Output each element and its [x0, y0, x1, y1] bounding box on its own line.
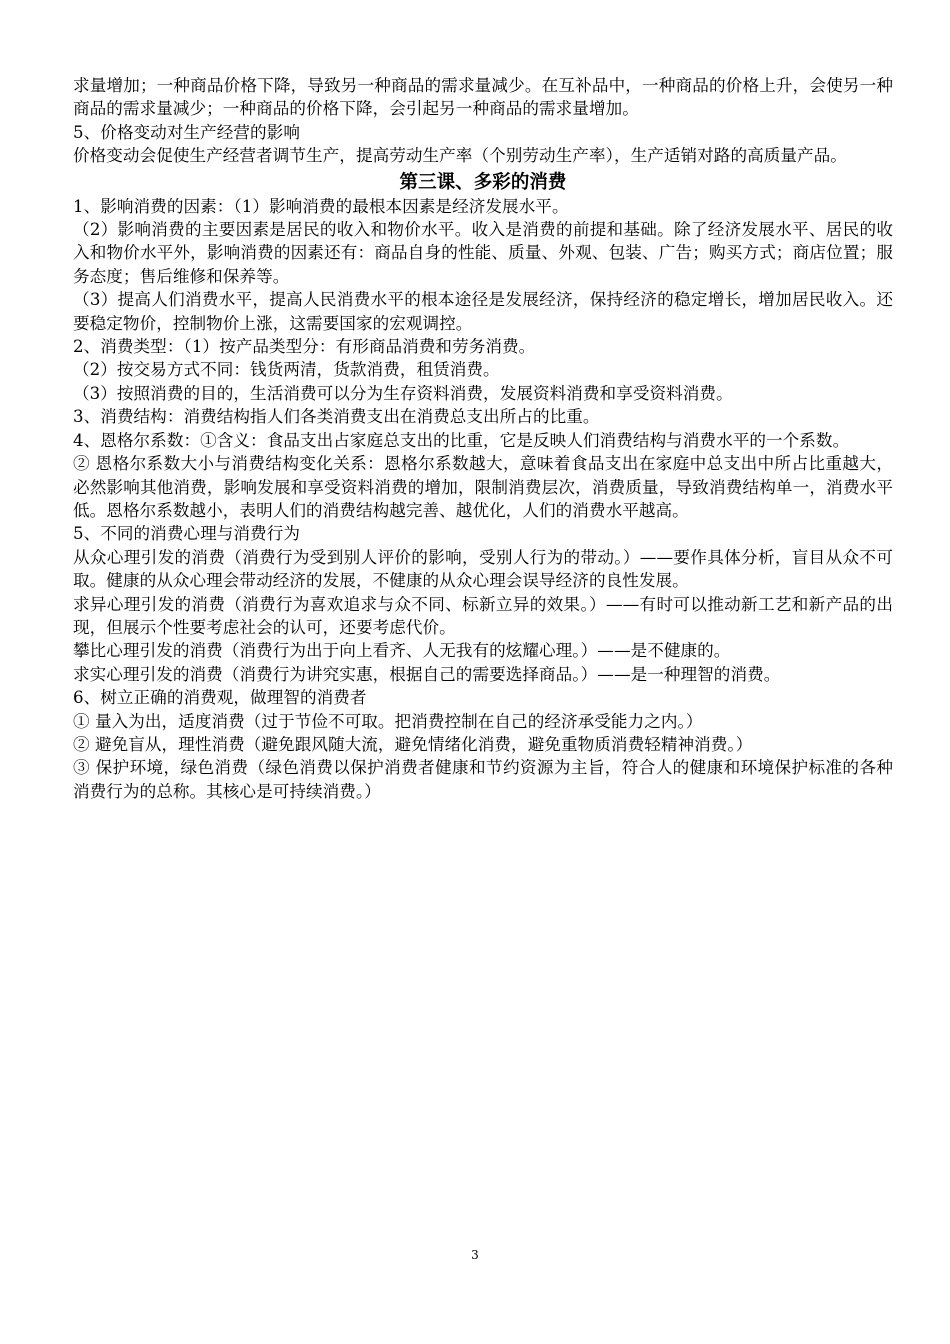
paragraph-purpose-types: （3）按照消费的目的，生活消费可以分为生存资料消费，发展资料消费和享受资料消费。	[73, 383, 733, 403]
paragraph-price-impact-production: 价格变动会促使生产经营者调节生产，提高劳动生产率（个别劳动生产率），生产适销对路的高质量产品。	[73, 146, 847, 166]
paragraph-engel-definition: 4、恩格尔系数：①含义：食品支出占家庭总支出的比重，它是反映人们消费结构与消费水平的一个系数。	[73, 430, 850, 450]
paragraph-substitutes-complements: 求量增加；一种商品价格下降，导致另一种商品的需求量减少。在互补品中，一种商品的价格上升，会使另一种商品的需求量减少；一种商品的价格下降，会引起另一种商品的需求量增加。	[73, 76, 893, 119]
paragraph-differentiation: 求异心理引发的消费（消费行为喜欢追求与众不同、标新立异的效果。）——有时可以推动新工艺和新产品的出现，但展示个性要考虑社会的认可，还要考虑代价。	[73, 594, 893, 637]
section-correct-consumption: 6、树立正确的消费观，做理智的消费者	[73, 688, 367, 708]
document-body	[73, 74, 893, 803]
section-price-impact-production: 5、价格变动对生产经营的影响	[73, 122, 300, 142]
page-number: 3	[471, 1248, 479, 1262]
section-consumer-psychology: 5、不同的消费心理与消费行为	[73, 524, 300, 544]
paragraph-green-consumption: ③ 保护环境，绿色消费（绿色消费以保护消费者健康和节约资源为主旨，符合人的健康和环境保护标准的各种消费行为的总称。其核心是可持续消费。）	[73, 758, 893, 801]
paragraph-raise-consumption: （3）提高人们消费水平，提高人民消费水平的根本途径是发展经济，保持经济的稳定增长，增加居民收入。还要稳定物价，控制物价上涨，这需要国家的宏观调控。	[73, 290, 893, 333]
paragraph-conformity: 从众心理引发的消费（消费行为受到别人评价的影响，受别人行为的带动。）——要作具体分析，盲目从众不可取。健康的从众心理会带动经济的发展，不健康的从众心理会误导经济的良性发展。	[73, 547, 893, 591]
paragraph-practical: 求实心理引发的消费（消费行为讲究实惠，根据自己的需要选择商品。）——是一种理智的消费。	[73, 664, 781, 684]
paragraph-rational-consumption: ② 避免盲从，理性消费（避免跟风随大流，避免情绪化消费，避免重物质消费轻精神消费。）	[73, 734, 753, 754]
paragraph-consumption-structure: 3、消费结构：消费结构指人们各类消费支出在消费总支出所占的比重。	[73, 407, 600, 427]
lesson-heading: 第三课、多彩的消费	[399, 171, 567, 193]
paragraph-consumption-types: 2、消费类型：（1）按产品类型分：有形商品消费和劳务消费。	[73, 337, 536, 357]
paragraph-comparison: 攀比心理引发的消费（消费行为出于向上看齐、人无我有的炫耀心理。）——是不健康的。	[73, 641, 731, 661]
paragraph-transaction-types: （2）按交易方式不同：钱货两清，货款消费，租赁消费。	[73, 360, 500, 380]
paragraph-main-factors: （2）影响消费的主要因素是居民的收入和物价水平。收入是消费的前提和基础。除了经济发展水平、居民的收入和物价水平外，影响消费的因素还有：商品自身的性能、质量、外观、包装、广告；购买方式；商店位置；服务态度；售后维修和保养等。	[73, 220, 893, 286]
paragraph-consumption-factors: 1、影响消费的因素：（1）影响消费的最根本因素是经济发展水平。	[73, 196, 569, 216]
paragraph-moderate-consumption: ① 量入为出，适度消费（过于节俭不可取。把消费控制在自己的经济承受能力之内。）	[73, 711, 703, 731]
paragraph-engel-relation: ② 恩格尔系数大小与消费结构变化关系：恩格尔系数越大，意味着食品支出在家庭中总支出中所占比重越大，必然影响其他消费，影响发展和享受资料消费的增加，限制消费层次，消费质量，导致消费结构单一，消费水平低。恩格尔系数越小，表明人们的消费结构越完善、越优化，人们的消费水平越高。	[73, 454, 893, 520]
